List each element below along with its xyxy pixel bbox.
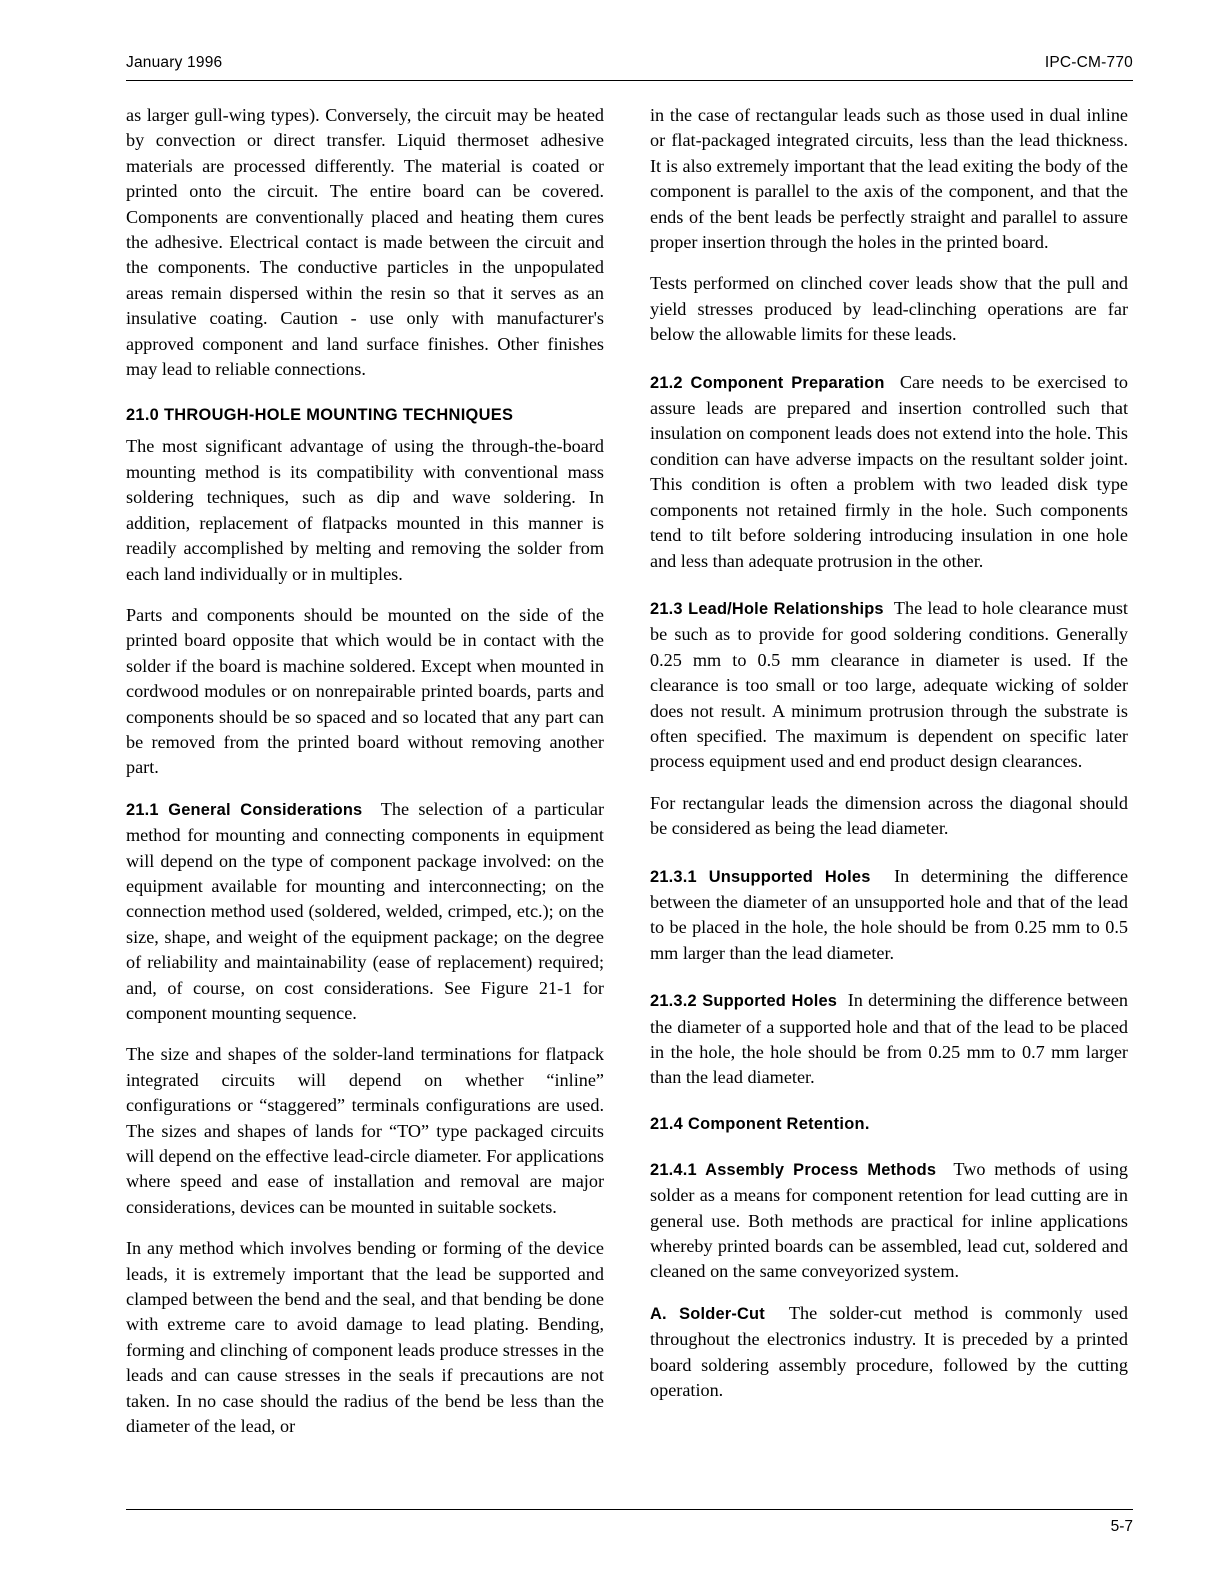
paragraph-text: Two methods of using solder as a means for component retention for lead cutting are in general use. Both methods are practical for inline applications whereby printed boards can be assembled, lead cut, soldered and cleaned on the same conveyorized system. [650,1158,1129,1282]
paragraph: The size and shapes of the solder-land terminations for flatpack integrated circuits will depend on whether “inline” configurations or “staggered” terminals configurations are used. The sizes and shapes of lands for “TO” type packaged circuits will depend on the effective lead-circle diameter. For applications where speed and ease of installation and removal are major considerations, devices can be mounted in suitable sockets. [126,1044,604,1217]
paragraph-with-run-in-heading [126,797,604,1027]
paragraph-with-run-in-heading [650,988,1128,1091]
paragraph: in the case of rectangular leads such as those used in dual inline or flat-packaged integrated circuits, less than the lead thickness. It is also extremely important that the lead exiting the body of the component is parallel to the axis of the component, and that the ends of the bent leads be perfectly straight and parallel to assure proper insertion through the holes in the printed board. [650,105,1128,253]
paragraph-text: In determining the difference between the diameter of a supported hole and that of the lead to be placed in the hole, the hole should be from 0.25 mm to 0.7 mm larger than the lead diameter. [650,990,1129,1088]
right-column [650,103,1128,1440]
paragraph: Tests performed on clinched cover leads show that the pull and yield stresses produced by lead-clinching operations are far below the allowable limits for these leads. [650,273,1128,345]
section-heading-21-4-1: 21.4.1 Assembly Process Methods [650,1160,937,1179]
paragraph: For rectangular leads the dimension across the diagonal should be considered as being the lead diameter. [650,792,1128,839]
paragraph-with-run-in-heading [650,1301,1128,1404]
header-document-id: IPC-CM-770 [1044,54,1133,71]
paragraph-with-run-in-heading [650,1157,1128,1285]
paragraph: as larger gull-wing types). Conversely, the circuit may be heated by convection or direct transfer. Liquid thermoset adhesive materials are processed differently. The material is coated or printed onto the circuit. The entire board can be covered. Components are conventionally placed and heating them cures the adhesive. Electrical contact is made between the circuit and the components. The conductive particles in the unpopulated areas remain dispersed within the resin so that it serves as an insulative coating. Caution - use only with manufacturer's approved component and land surface finishes. Other finishes may lead to reliable connections. [126,105,604,380]
paragraph-text: Care needs to be exercised to assure leads are prepared and insertion controlled such that insulation on component leads does not extend into the hole. This condition can have adverse impacts on the resultant solder joint. This condition is often a problem with two leaded disk type components not retained firmly in the hole. Such components tend to tilt before soldering introducing insulation in one hole and less than adequate protrusion in the other. [650,371,1129,571]
paragraph-text: The lead to hole clearance must be such as to provide for good soldering conditions. Generally 0.25 mm to 0.5 mm clearance in diameter is used. If the clearance is too small or too large, adequate wicking of solder does not result. A minimum protrusion through the substrate is often specified. The maximum is dependent on specific later process equipment used and end product design clearances. [650,597,1128,772]
header-date: January 1996 [126,54,223,71]
left-column [126,103,604,1440]
two-column-body [126,103,1133,1440]
section-heading-21-0: 21.0 THROUGH-HOLE MOUNTING TECHNIQUES [126,406,514,425]
section-heading-21-3: 21.3 Lead/Hole Relationships [650,599,884,618]
paragraph-text: The solder-cut method is commonly used throughout the electronics industry. It is preceded by a printed board soldering assembly procedure, followed by the cutting operation. [650,1302,1128,1401]
page-number: 5-7 [1110,1518,1133,1535]
paragraph-with-run-in-heading [650,370,1128,574]
section-heading-21-3-2: 21.3.2 Supported Holes [650,992,838,1011]
paragraph: In any method which involves bending or forming of the device leads, it is extremely important that the lead be supported and clamped between the bend and the seal, and that bending be done with extreme care to avoid damage to lead plating. Bending, forming and clinching of component leads produce stresses in the leads and can cause stresses in the seals if precautions are not taken. In no case should the radius of the bend be less than the diameter of the lead, or [126,1238,604,1437]
section-heading-21-4: 21.4 Component Retention. [650,1114,870,1133]
paragraph-text: In determining the difference between the diameter of an unsupported hole and that of the lead to be placed in the hole, the hole should be from 0.25 mm to 0.5 mm larger than the lead diameter. [650,865,1129,963]
paragraph: Parts and components should be mounted on the side of the printed board opposite that which would be in contact with the solder if the board is machine soldered. Except when mounted in cordwood modules or on nonrepairable printed boards, parts and components should be so spaced and so located that any part can be removed from the printed board without removing another part. [126,604,604,778]
section-heading-21-2: 21.2 Component Preparation [650,373,885,392]
section-heading-21-3-1: 21.3.1 Unsupported Holes [650,867,871,886]
subsection-heading-a-solder-cut: A. Solder-Cut [650,1304,765,1323]
paragraph-text: The selection of a particular method for mounting and connecting components in equipment will depend on the type of component package involved: on the equipment available for mounting and interconnecting; on the connection method used (soldered, welded, crimped, etc.); on the size, shape, and weight of the equipment package; on the degree of reliability and maintainability (ease of replacement) required; and, of course, on cost considerations. See Figure 21-1 for component mounting sequence. [126,798,604,1023]
page-footer [126,1509,1133,1536]
section-heading-21-1: 21.1 General Considerations [126,800,363,819]
paragraph-with-run-in-heading [650,596,1128,775]
paragraph-with-run-in-heading [650,864,1128,967]
page-header [126,54,1133,81]
paragraph: The most significant advantage of using the through-the-board mounting method is its compatibility with conventional mass soldering techniques, such as dip and wave soldering. In addition, replacement of flatpacks mounted in this manner is readily accomplished by melting and removing the solder from each land individually or in multiples. [126,436,604,584]
